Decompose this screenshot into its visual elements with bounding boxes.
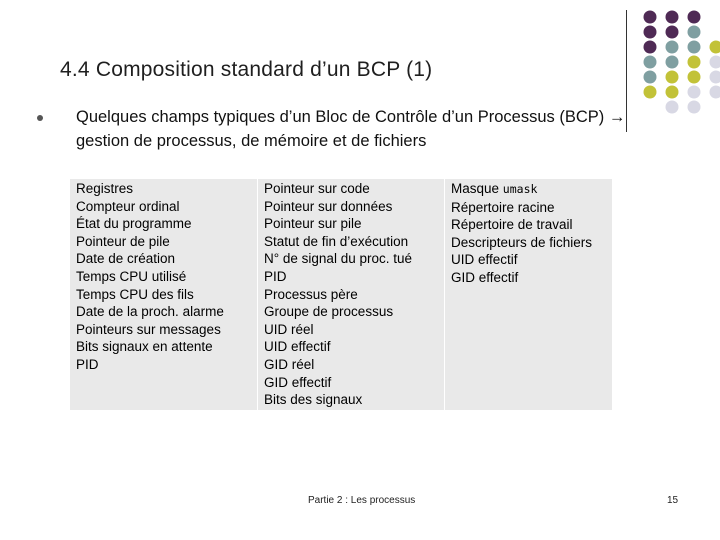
- table-cell: UID réel: [264, 321, 314, 337]
- table-cell: Bits signaux en attente: [76, 339, 213, 355]
- decorative-dot: [644, 56, 657, 69]
- decorative-dot: [710, 86, 720, 99]
- decorative-dot: [688, 101, 701, 114]
- decorative-dot: [710, 71, 720, 84]
- table-cell: N° de signal du proc. tué: [264, 251, 412, 267]
- table-cell: État du programme: [76, 216, 192, 232]
- decorative-dot: [666, 41, 679, 54]
- page-title: 4.4 Composition standard d’un BCP (1): [60, 58, 433, 81]
- table-cell: Pointeur sur données: [264, 198, 393, 214]
- table-column-memory: [257, 179, 444, 410]
- decorative-dot: [710, 41, 720, 54]
- table-cell: Groupe de processus: [264, 304, 394, 320]
- table-cell: Processus père: [264, 286, 358, 302]
- table-cell: Répertoire de travail: [451, 217, 573, 233]
- table-cell: Statut de fin d’exécution: [264, 233, 409, 249]
- table-cell: UID effectif: [264, 339, 331, 355]
- table-cell: Date de la proch. alarme: [76, 304, 224, 320]
- page-number: 15: [667, 495, 679, 506]
- decorative-dot: [688, 41, 701, 54]
- decorative-dot: [666, 71, 679, 84]
- table-cell: Bits des signaux: [264, 392, 363, 408]
- table-cell: Répertoire racine: [451, 199, 555, 215]
- table-cell: Registres: [76, 181, 134, 196]
- bullet-dot-icon: [37, 115, 43, 121]
- table-cell: Compteur ordinal: [76, 198, 180, 214]
- table-column-files: [444, 179, 612, 410]
- table-cell: PID: [76, 356, 99, 372]
- decorative-dot: [688, 86, 701, 99]
- decorative-dot: [688, 71, 701, 84]
- table-cell: PID: [264, 268, 287, 284]
- decorative-dot: [688, 26, 701, 39]
- decorative-dot: [644, 41, 657, 54]
- decorative-dot: [666, 86, 679, 99]
- table-cell: Pointeurs sur messages: [76, 321, 221, 337]
- decorative-dot: [688, 56, 701, 69]
- decorative-dot: [666, 11, 679, 24]
- decorative-dot: [710, 56, 720, 69]
- table-cell: UID effectif: [451, 252, 518, 268]
- bullet-text: Quelques champs typiques d’un Bloc de Contrôle d’un Processus (BCP) → gestion de processus, de mémoire et de fichiers: [76, 108, 626, 150]
- table-cell: Pointeur de pile: [76, 233, 170, 249]
- decorative-dot: [688, 11, 701, 24]
- table-cell: Date de création: [76, 251, 176, 267]
- table-cell: Temps CPU des fils: [76, 286, 194, 302]
- decorative-dot: [644, 26, 657, 39]
- decorative-dot: [644, 11, 657, 24]
- table-column-process: [70, 179, 257, 410]
- decorative-dot: [666, 101, 679, 114]
- table-cell: GID effectif: [264, 374, 332, 390]
- table-cell: GID réel: [264, 356, 315, 372]
- decorative-dot: [644, 71, 657, 84]
- umask-label: umask: [502, 182, 538, 196]
- table-cell: Descripteurs de fichiers: [451, 234, 593, 250]
- table-cell: GID effectif: [451, 269, 519, 285]
- table-cell: Temps CPU utilisé: [76, 268, 187, 284]
- table-cell: [451, 180, 612, 199]
- decorative-dot: [644, 86, 657, 99]
- bcp-fields-table: [70, 179, 612, 410]
- decorative-dot: [666, 56, 679, 69]
- table-cell: Pointeur sur code: [264, 181, 370, 196]
- footer-text: Partie 2 : Les processus: [308, 495, 416, 506]
- table-cell: Pointeur sur pile: [264, 216, 362, 232]
- masque-label: Masque: [451, 181, 500, 196]
- decorative-dot: [666, 26, 679, 39]
